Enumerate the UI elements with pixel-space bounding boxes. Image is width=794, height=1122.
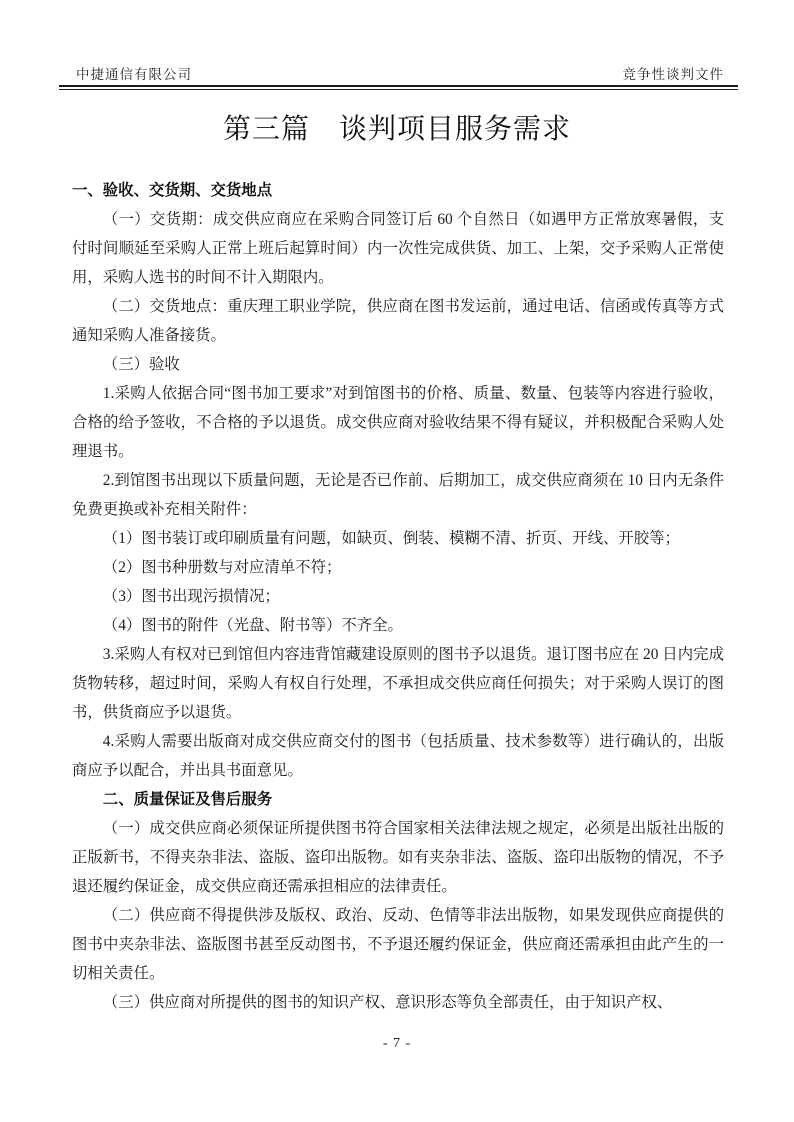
paragraph-acceptance-1: 1.采购人依据合同“图书加工要求”对到馆图书的价格、质量、数量、包装等内容进行验收，合格的给予签收，不合格的予以退货。成交供应商对验收结果不得有疑议，并积极配合采购人处理退书。 [72, 385, 724, 460]
list-item-quality-4: （4）图书的附件（光盘、附书等）不齐全。 [102, 617, 403, 634]
list-item-quality-1: （1）图书装订或印刷质量有问题，如缺页、倒装、模糊不清、折页、开线、开胶等； [102, 530, 680, 547]
section-2-heading: 二、质量保证及售后服务 [102, 791, 273, 808]
paragraph-acceptance-3: 3.采购人有权对已到馆但内容违背馆藏建设原则的图书予以退货。退订图书应在 20 日内完成货物转移，超过时间，采购人有权自行处理，不承担成交供应商任何损失；对于采购人误订的图书，供货商应予以退货。 [72, 646, 724, 721]
list-item-quality-2: （2）图书种册数与对应清单不符； [102, 559, 342, 576]
paragraph-delivery-location: （二）交货地点：重庆理工职业学院，供应商在图书发运前，通过电话、信函或传真等方式通知采购人准备接货。 [72, 298, 724, 344]
page-number: - 7 - [382, 1036, 412, 1051]
paragraph-warranty-1: （一）成交供应商必须保证所提供图书符合国家相关法律法规之规定，必须是出版社出版的正版新书，不得夹杂非法、盗版、盗印出版物。如有夹杂非法、盗版、盗印出版物的情况，不予退还履约保证金，成交供应商还需承担相应的法律责任。 [72, 820, 724, 895]
paragraph-delivery-period: （一）交货期：成交供应商应在采购合同签订后 60 个自然日（如遇甲方正常放寒暑假，支付时间顺延至采购人正常上班后起算时间）内一次性完成供货、加工、上架，交予采购人正常使用，采购人选书的时间不计入期限内。 [72, 211, 724, 286]
header-doc-type: 竞争性谈判文件 [622, 67, 724, 82]
paragraph-warranty-2: （二）供应商不得提供涉及版权、政治、反动、色情等非法出版物，如果发现供应商提供的图书中夹杂非法、盗版图书甚至反动图书，不予退还履约保证金，供应商还需承担由此产生的一切相关责任。 [72, 907, 724, 982]
paragraph-acceptance-label: （三）验收 [102, 356, 180, 373]
header-company-name: 中捷通信有限公司 [76, 67, 192, 82]
paragraph-warranty-3: （三）供应商对所提供的图书的知识产权、意识形态等负全部责任，由于知识产权、 [102, 994, 673, 1011]
document-body [72, 176, 724, 1017]
section-1-heading: 一、验收、交货期、交货地点 [72, 182, 273, 199]
list-item-quality-3: （3）图书出现污损情况； [102, 588, 280, 605]
header-divider [59, 85, 738, 90]
page-header [76, 63, 724, 83]
paragraph-acceptance-2: 2.到馆图书出现以下质量问题，无论是否已作前、后期加工，成交供应商须在 10 日内无条件免费更换或补充相关附件： [72, 472, 724, 518]
paragraph-acceptance-4: 4.采购人需要出版商对成交供应商交付的图书（包括质量、技术参数等）进行确认的，出版商应予以配合，并出具书面意见。 [72, 733, 724, 779]
document-title: 第三篇 谈判项目服务需求 [222, 114, 571, 145]
